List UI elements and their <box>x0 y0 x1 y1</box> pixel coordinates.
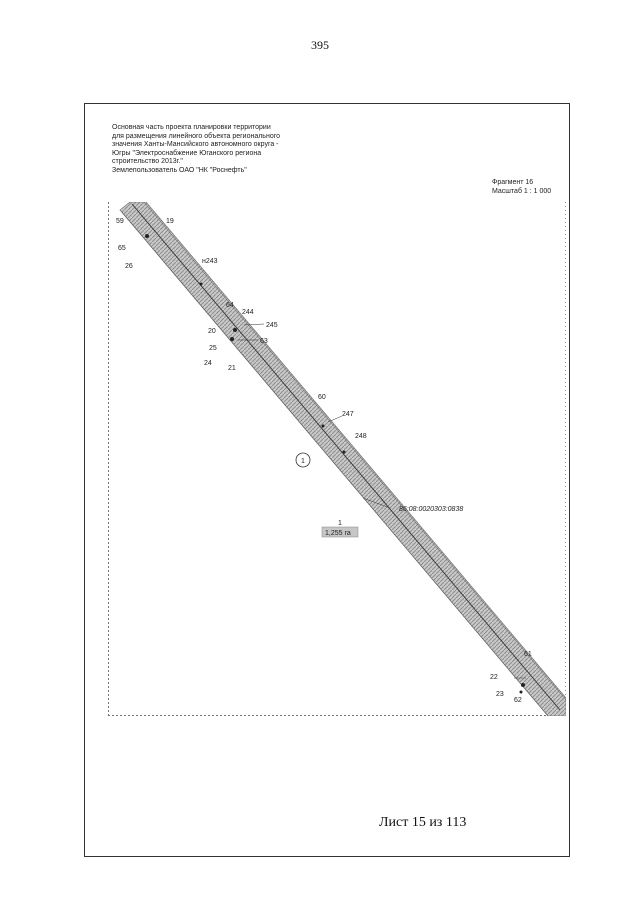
point-label: 24 <box>204 360 212 367</box>
point-label: 26 <box>125 263 133 270</box>
point-label: 22 <box>490 674 498 681</box>
point-label: 21 <box>228 365 236 372</box>
survey-point-marker <box>230 337 234 341</box>
title-line: для размещения линейного объекта регионального <box>112 132 280 140</box>
survey-point-marker <box>145 234 149 238</box>
power-line-axis <box>132 204 560 710</box>
title-line: Основная часть проекта планировки территории <box>112 124 271 131</box>
corridor-edge-line <box>122 212 548 716</box>
point-label: 25 <box>209 345 217 352</box>
point-label: 247 <box>342 411 354 418</box>
survey-point-marker <box>200 283 203 286</box>
point-label: 245 <box>266 322 278 329</box>
cadastral-number: 86:08:0020303:0838 <box>399 506 464 513</box>
point-label: 23 <box>496 691 504 698</box>
point-label: 60 <box>318 394 326 401</box>
point-label: 19 <box>166 218 174 225</box>
survey-point-marker <box>233 328 237 332</box>
title-block <box>112 124 312 176</box>
fragment-info <box>492 178 551 196</box>
title-line: значения Ханты-Мансийского автономного округа - <box>112 141 279 149</box>
point-label: 248 <box>355 433 367 440</box>
point-label: 59 <box>116 218 124 225</box>
page-number: 395 <box>311 38 329 52</box>
point-label: 65 <box>118 245 126 252</box>
survey-point-marker <box>322 425 325 428</box>
survey-point-marker <box>521 683 525 687</box>
point-label: 61 <box>524 651 532 658</box>
point-label: 244 <box>242 309 254 316</box>
point-label: 64 <box>226 302 234 309</box>
corridor-edge-line <box>144 202 566 700</box>
point-label: 20 <box>208 328 216 335</box>
parcel-number: 1 <box>338 520 342 527</box>
fragment-scale: Масштаб 1 : 1 000 <box>492 188 552 195</box>
zone-number: 1 <box>301 458 305 465</box>
title-line: строительство 2013г." <box>112 158 183 166</box>
point-label: 63 <box>260 338 268 345</box>
survey-point-marker <box>343 451 346 454</box>
title-line: Югры "Электроснабжение Юганского региона <box>112 149 262 157</box>
survey-point-marker <box>520 691 523 694</box>
sheet-counter: Лист 15 из 113 <box>379 815 467 830</box>
point-label: 62 <box>514 697 522 704</box>
title-line: Землепользователь ОАО "НК "Роснефть" <box>112 166 247 174</box>
point-label: н243 <box>202 258 218 265</box>
fragment-name: Фрагмент 16 <box>492 179 534 186</box>
map-drawing <box>108 202 566 716</box>
parcel-area: 1,255 га <box>325 530 351 537</box>
corridor-strip <box>120 202 566 716</box>
